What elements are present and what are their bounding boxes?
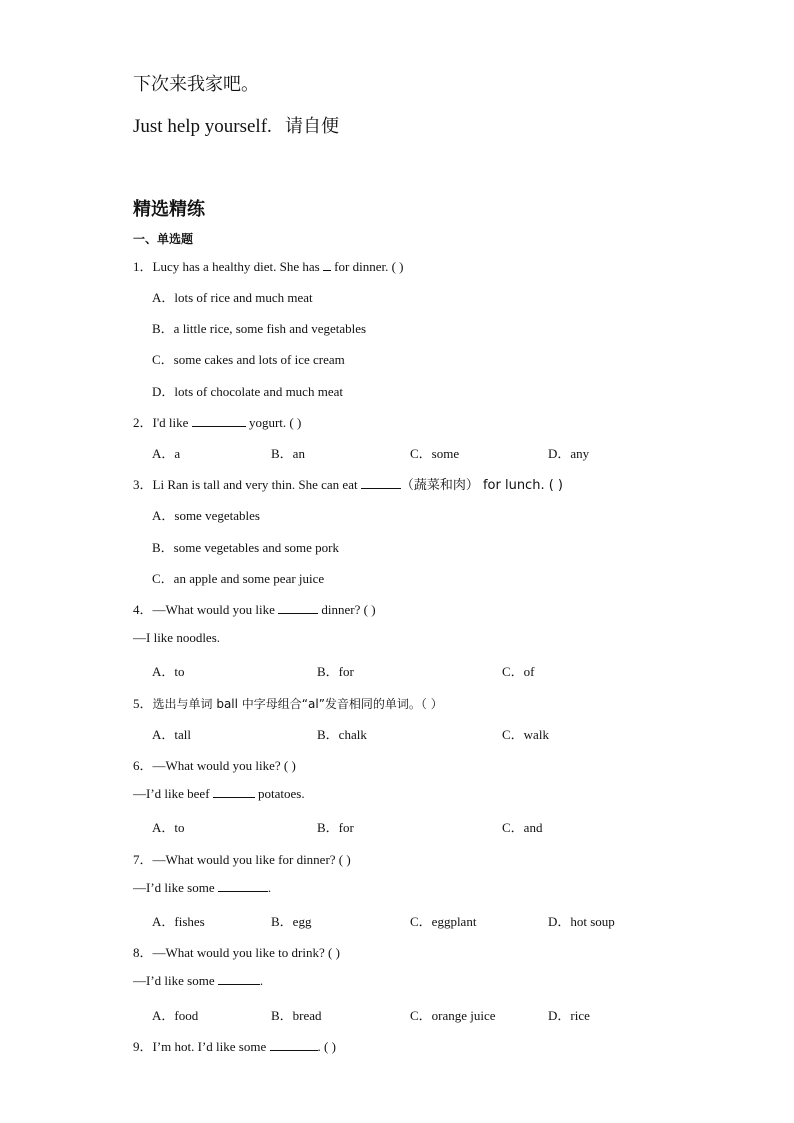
intro-line-2-en: Just help yourself. [133,116,272,137]
option-c[interactable]: C．walk [502,727,549,742]
question-number: 1． [133,259,153,274]
question-4 [133,599,376,618]
section-title: 精选精练 [133,199,205,220]
question-2 [133,412,301,431]
option-c[interactable]: C．some [410,446,460,461]
answer-text-end: . [267,880,272,895]
answer-text: —I’d like some [133,880,218,895]
option-b[interactable]: B．an [271,446,305,461]
option-a[interactable]: A．fishes [152,914,205,929]
question-text: 选出与单词 ball 中字母组合“al”发音相同的单词。（ ） [152,697,443,711]
question-number: 5． [133,696,153,711]
dialogue-answer [133,973,263,989]
option-b[interactable]: B．for [317,664,354,679]
dialogue-answer [133,880,271,896]
option-c[interactable]: C．some cakes and lots of ice cream [152,352,345,367]
question-text-end: . ( ) [317,1039,336,1054]
question-number: 4． [133,602,153,617]
answer-text-end: . [259,973,264,988]
option-b[interactable]: B．chalk [317,727,367,742]
option-a[interactable]: A．to [152,820,185,835]
option-a[interactable]: A．tall [152,727,191,742]
answer-blank [218,880,268,892]
question-number: 8． [133,945,153,960]
option-c[interactable]: C．eggplant [410,914,477,929]
option-b[interactable]: B．egg [271,914,312,929]
answer-text-end: potatoes. [254,786,305,801]
answer-blank [213,786,255,798]
question-text-end: yogurt. ( ) [245,415,302,430]
option-a[interactable]: A．lots of rice and much meat [152,290,313,305]
answer-blank [278,602,318,614]
option-c[interactable]: C．orange juice [410,1008,496,1023]
question-number: 7． [133,852,153,867]
question-1 [133,256,403,275]
answer-blank [218,973,260,985]
intro-line-2-cn: 请自便 [285,116,340,137]
option-c[interactable]: C．an apple and some pear juice [152,571,325,586]
answer-text: —I’d like beef [133,786,213,801]
question-text: I'd like [152,415,192,430]
option-a[interactable]: A．some vegetables [152,508,260,523]
option-d[interactable]: D．lots of chocolate and much meat [152,384,343,399]
question-8 [133,942,340,961]
subsection-title: 一、单选题 [133,232,194,246]
dialogue-answer: —I like noodles. [133,630,221,645]
answer-blank [270,1039,318,1051]
question-text: Li Ran is tall and very thin. She can eat [152,477,361,492]
intro-line-2 [133,112,339,138]
question-6 [133,755,296,774]
option-c[interactable]: C．of [502,664,535,679]
option-a[interactable]: A．a [152,446,181,461]
option-a[interactable]: A．food [152,1008,199,1023]
option-d[interactable]: D．hot soup [548,914,615,929]
question-text-end: dinner? ( ) [318,602,376,617]
dialogue-answer [133,786,305,802]
question-text: —What would you like to drink? ( ) [152,945,340,960]
question-text: —What would you like [152,602,279,617]
answer-blank [192,415,246,427]
option-b[interactable]: B．for [317,820,354,835]
option-d[interactable]: D．rice [548,1008,590,1023]
question-5 [133,693,443,712]
question-number: 6． [133,758,153,773]
option-b[interactable]: B．a little rice, some fish and vegetables [152,321,367,336]
question-7 [133,849,351,868]
question-text-end: for dinner. ( ) [330,259,404,274]
question-text: —What would you like for dinner? ( ) [152,852,351,867]
answer-blank [361,477,401,489]
question-number: 3． [133,477,153,492]
question-text: I’m hot. I’d like some [152,1039,270,1054]
option-b[interactable]: B．bread [271,1008,322,1023]
option-d[interactable]: D．any [548,446,590,461]
option-a[interactable]: A．to [152,664,185,679]
intro-line-1: 下次来我家吧。 [133,74,259,95]
answer-text: —I’d like some [133,973,218,988]
question-number: 9． [133,1039,153,1054]
option-b[interactable]: B．some vegetables and some pork [152,540,340,555]
answer-blank [323,259,331,271]
question-text-end: （蔬菜和肉） for lunch. ( ) [400,478,563,493]
question-text: —What would you like? ( ) [152,758,296,773]
question-number: 2． [133,415,153,430]
question-3 [133,474,563,493]
question-9 [133,1036,336,1055]
question-text: Lucy has a healthy diet. She has [152,259,323,274]
option-c[interactable]: C．and [502,820,543,835]
